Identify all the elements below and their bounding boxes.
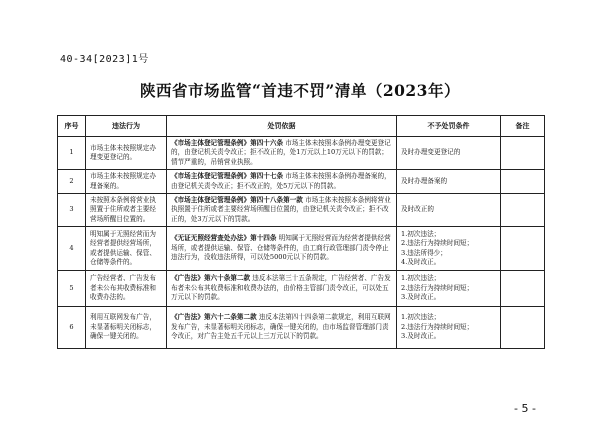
law-title: 《市场主体登记管理条例》第四十七条 [171, 172, 284, 181]
law-title: 《市场主体登记管理条例》第四十八条第一款 [171, 195, 303, 204]
violation-cell: 未按照本条例将营业执照置于住所或者主要经营场所醒目位置的。 [86, 194, 167, 227]
condition-item: 4.及时改正。 [401, 257, 441, 266]
remark-cell [501, 137, 545, 170]
header-remark: 备注 [501, 116, 545, 137]
violation-cell: 明知属于无照经营而为经营者提供经营场所，或者提供运输、保管、仓储等条件的。 [86, 227, 167, 271]
remark-cell [501, 271, 545, 307]
violation-cell: 市场主体未按照规定办理变更登记的。 [86, 137, 167, 170]
table-row [58, 271, 545, 307]
remark-cell [501, 227, 545, 271]
page-number: - 5 - [514, 402, 536, 415]
row-number: 4 [58, 227, 86, 271]
basis-text: 违反本法第四十四条第二款规定，利用互联网发布广告，未显著标明关闭标志，确保一键关闭的，由市场监督管理部门责令改正，对广告主处五千元以上三万元以下的罚款。 [171, 313, 391, 341]
table-row [58, 137, 545, 170]
table-row [58, 170, 545, 194]
condition-item: 1.初次违法； [401, 229, 441, 238]
conditions-cell [397, 271, 501, 307]
condition-item: 2.违法行为持续时间短； [401, 283, 474, 292]
table-row [58, 307, 545, 349]
row-number: 5 [58, 271, 86, 307]
page-title: 陕西省市场监管“首违不罚”清单（2023年） [140, 81, 460, 100]
basis-cell [167, 170, 397, 194]
basis-text: 明知属于无照经营而为经营者提供经营场所，或者提供运输、保管、仓储等条件的，由工商行政管理部门责令停止违法行为，没收违法所得，可以处5000元以下的罚款。 [171, 234, 391, 262]
condition-item: 2.违法行为持续时间短； [401, 322, 474, 331]
condition-item: 及时办理备案的 [401, 176, 448, 185]
condition-item: 3.及时改正。 [401, 293, 441, 302]
table-row [58, 227, 545, 271]
basis-cell [167, 307, 397, 349]
violation-cell: 市场主体未按照规定办理备案的。 [86, 170, 167, 194]
condition-item: 1.初次违法； [401, 313, 441, 322]
condition-item: 3.违法所得少； [401, 248, 447, 257]
basis-text: 市场主体未按照本条例办理备案的，由登记机关责令改正；拒不改正的，处5万元以下的罚款。 [171, 172, 391, 190]
header-violation: 违法行为 [86, 116, 167, 137]
table-row [58, 194, 545, 227]
condition-item: 3.及时改正。 [401, 332, 441, 341]
row-number: 1 [58, 137, 86, 170]
basis-text: 市场主体未按照本条例办理变更登记的，由登记机关责令改正；拒不改正的，处1万元以上10万元以下的罚款；情节严重的，吊销营业执照。 [171, 138, 391, 166]
conditions-cell [397, 227, 501, 271]
violation-cell: 利用互联网发布广告，未显著标明关闭标志，确保一键关闭的。 [86, 307, 167, 349]
remark-cell [501, 194, 545, 227]
basis-cell [167, 194, 397, 227]
condition-item: 及时改正的 [401, 205, 434, 214]
basis-cell [167, 227, 397, 271]
basis-cell [167, 137, 397, 170]
table-header-row [58, 116, 545, 137]
basis-cell [167, 271, 397, 307]
row-number: 2 [58, 170, 86, 194]
remark-cell [501, 170, 545, 194]
conditions-cell [397, 170, 501, 194]
conditions-cell [397, 307, 501, 349]
remark-cell [501, 307, 545, 349]
condition-item: 1.初次违法； [401, 274, 441, 283]
penalty-list-table [57, 115, 545, 349]
conditions-cell [397, 194, 501, 227]
row-number: 6 [58, 307, 86, 349]
header-basis: 处罚依据 [167, 116, 397, 137]
row-number: 3 [58, 194, 86, 227]
condition-item: 及时办理变更登记的 [401, 148, 461, 157]
header-conditions: 不予处罚条件 [397, 116, 501, 137]
conditions-cell [397, 137, 501, 170]
document-number: 40-34[2023]1号 [60, 54, 149, 65]
condition-item: 2.违法行为持续时间短； [401, 239, 474, 248]
law-title: 《市场主体登记管理条例》第四十六条 [171, 138, 284, 147]
law-title: 《无证无照经营查处办法》第十四条 [171, 234, 277, 243]
violation-cell: 广告经营者、广告发布者未公布其收费标准和收费办法的。 [86, 271, 167, 307]
law-title: 《广告法》第六十二条第二款 [171, 313, 257, 322]
law-title: 《广告法》第六十条第二款 [171, 274, 251, 283]
basis-text: 违反本法第三十五条规定，广告经营者、广告发布者未公布其收费标准和收费办法的，由价格主管部门责令改正，可以处五万元以下的罚款。 [171, 274, 391, 302]
header-no: 序号 [58, 116, 86, 137]
basis-text: 市场主体未按照本条例将营业执照置于住所或者主要经营场所醒目位置的，由登记机关责令改正；拒不改正的，处3万元以下的罚款。 [171, 195, 391, 223]
